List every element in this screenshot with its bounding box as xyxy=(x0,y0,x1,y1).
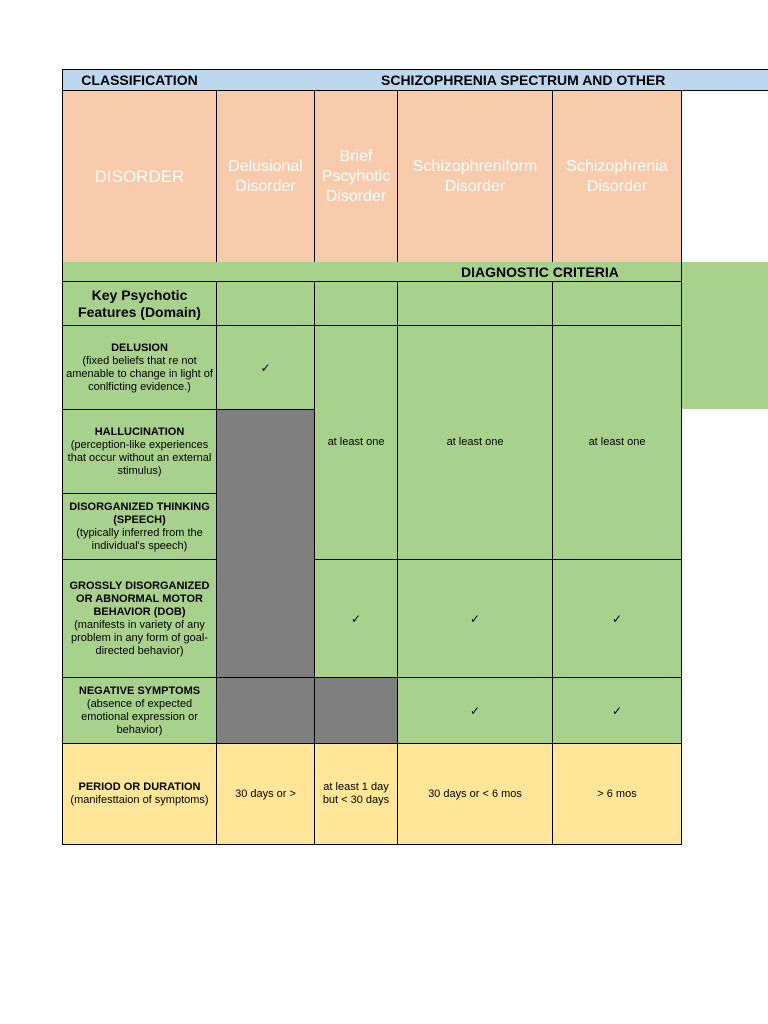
schizophrenia-dob-check: ✓ xyxy=(552,559,682,678)
feature-hallucination xyxy=(62,409,217,494)
key-features-cell xyxy=(216,281,315,326)
delusional-delusion-check: ✓ xyxy=(216,325,315,410)
feature-desc: (typically inferred from the individual's speech) xyxy=(76,526,203,552)
feature-disorganized-thinking xyxy=(62,493,217,560)
schizophrenia-at-least-one: at least one xyxy=(552,325,682,560)
feature-title: GROSSLY DISORGANIZED OR ABNORMAL MOTOR BEHAVIOR (DOB) xyxy=(69,579,210,618)
delusional-negative-na xyxy=(216,677,315,744)
key-features-cell xyxy=(397,281,553,326)
period-delusional: 30 days or > xyxy=(216,743,315,845)
disorder-header-schizophreniform: Schizophreniform Disorder xyxy=(397,90,553,263)
disorder-header-schizophrenia: Schizophrenia Disorder xyxy=(552,90,682,263)
disorder-row-label: DISORDER xyxy=(62,90,217,263)
key-features-label: Key Psychotic Features (Domain) xyxy=(62,281,217,326)
disorder-header-brief-psychotic: Brief Pscyhotic Disorder xyxy=(314,90,398,263)
delusional-na-block xyxy=(216,409,315,678)
period-title: PERIOD OR DURATION xyxy=(78,781,201,793)
disorder-header-delusional: Delusional Disorder xyxy=(216,90,315,263)
feature-delusion xyxy=(62,325,217,410)
schizophreniform-dob-check: ✓ xyxy=(397,559,553,678)
brief-at-least-one: at least one xyxy=(314,325,398,560)
feature-title: DISORGANIZED THINKING (SPEECH) xyxy=(69,500,210,526)
key-features-cell xyxy=(552,281,682,326)
period-desc: (manifesttaion of symptoms) xyxy=(70,794,209,806)
schizophreniform-at-least-one: at least one xyxy=(397,325,553,560)
schizophrenia-negative-check: ✓ xyxy=(552,677,682,744)
diagnostic-criteria-title: DIAGNOSTIC CRITERIA xyxy=(62,262,682,282)
feature-desc: (fixed beliefs that re not amenable to change in light of conlficting evidence.) xyxy=(66,354,213,393)
period-schizophreniform: 30 days or < 6 mos xyxy=(397,743,553,845)
feature-grossly-disorganized xyxy=(62,559,217,678)
brief-negative-na xyxy=(314,677,398,744)
feature-title: HALLUCINATION xyxy=(94,425,185,438)
classification-label: CLASSIFICATION xyxy=(62,69,217,91)
schizophreniform-negative-check: ✓ xyxy=(397,677,553,744)
green-overflow-block xyxy=(682,262,768,409)
feature-title: DELUSION xyxy=(111,341,168,354)
feature-desc: (manifests in variety of any problem in any form of goal-directed behavior) xyxy=(71,618,208,657)
classification-group-title: SCHIZOPHRENIA SPECTRUM AND OTHER xyxy=(216,69,768,91)
period-label xyxy=(62,743,217,845)
feature-negative-symptoms xyxy=(62,677,217,744)
period-brief: at least 1 day but < 30 days xyxy=(314,743,398,845)
feature-title: NEGATIVE SYMPTOMS xyxy=(78,684,201,697)
brief-dob-check: ✓ xyxy=(314,559,398,678)
key-features-cell xyxy=(314,281,398,326)
feature-desc: (absence of expected emotional expression or behavior) xyxy=(81,697,198,736)
feature-desc: (perception-like experiences that occur without an external stimulus) xyxy=(67,438,212,477)
period-schizophrenia: > 6 mos xyxy=(552,743,682,845)
